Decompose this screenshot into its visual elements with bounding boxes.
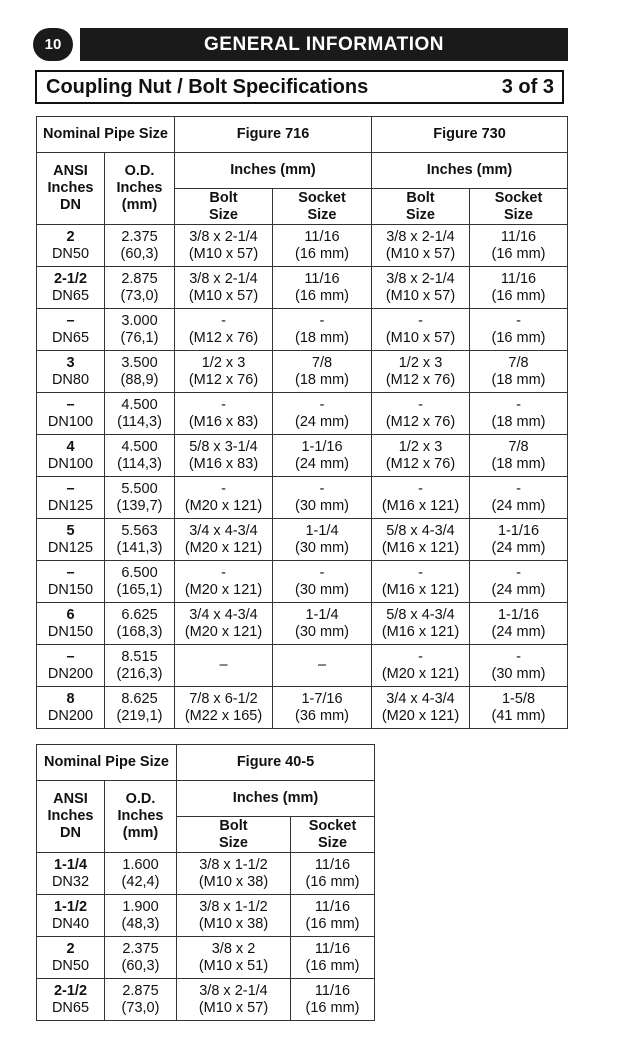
od-cell: 6.500 (165,1) — [105, 561, 175, 603]
fig716-socket-cell: – — [273, 645, 372, 687]
page-of-indicator: 3 of 3 — [501, 75, 554, 98]
fig716-bolt-cell: - (M16 x 83) — [175, 393, 273, 435]
fig716-socket-cell: - (18 mm) — [273, 309, 372, 351]
table-row — [37, 979, 375, 1021]
od-cell: 1.600 (42,4) — [105, 853, 177, 895]
fig730-bolt-cell: 5/8 x 4-3/4 (M16 x 121) — [372, 519, 470, 561]
od-cell: 2.875 (73,0) — [105, 979, 177, 1021]
table-row — [37, 351, 568, 393]
fig730-socket-cell: 1-5/8 (41 mm) — [470, 687, 568, 729]
fig730-bolt-cell: 3/8 x 2-1/4 (M10 x 57) — [372, 225, 470, 267]
fig730-bolt-cell: 1/2 x 3 (M12 x 76) — [372, 435, 470, 477]
header-ansi: ANSI Inches DN — [37, 781, 105, 853]
pipe-size-cell: 2-1/2 DN65 — [37, 267, 105, 309]
fig716-bolt-cell: 3/8 x 2-1/4 (M10 x 57) — [175, 267, 273, 309]
fig40-5-bolt-cell: 3/8 x 1-1/2 (M10 x 38) — [177, 895, 291, 937]
fig730-bolt-cell: - (M16 x 121) — [372, 477, 470, 519]
od-cell: 3.500 (88,9) — [105, 351, 175, 393]
fig730-socket-cell: 11/16 (16 mm) — [470, 267, 568, 309]
pipe-size-cell: – DN150 — [37, 561, 105, 603]
header-bolt-730: Bolt Size — [372, 189, 470, 225]
fig40-5-bolt-cell: 3/8 x 2 (M10 x 51) — [177, 937, 291, 979]
fig716-socket-cell: 1-7/16 (36 mm) — [273, 687, 372, 729]
fig730-bolt-cell: 1/2 x 3 (M12 x 76) — [372, 351, 470, 393]
fig716-socket-cell: 1-1/4 (30 mm) — [273, 603, 372, 645]
fig716-socket-cell: 7/8 (18 mm) — [273, 351, 372, 393]
fig40-5-socket-cell: 11/16 (16 mm) — [291, 979, 375, 1021]
fig730-socket-cell: 1-1/16 (24 mm) — [470, 603, 568, 645]
pipe-size-cell: – DN100 — [37, 393, 105, 435]
fig730-bolt-cell: 3/4 x 4-3/4 (M20 x 121) — [372, 687, 470, 729]
pipe-size-cell: 2 DN50 — [37, 225, 105, 267]
fig730-socket-cell: - (18 mm) — [470, 393, 568, 435]
fig40-5-bolt-cell: 3/8 x 1-1/2 (M10 x 38) — [177, 853, 291, 895]
fig716-bolt-cell: 3/8 x 2-1/4 (M10 x 57) — [175, 225, 273, 267]
table-row — [37, 225, 568, 267]
spec-table-40-5 — [36, 744, 375, 1021]
table-row — [37, 937, 375, 979]
fig730-socket-cell: - (24 mm) — [470, 561, 568, 603]
pipe-size-cell: – DN65 — [37, 309, 105, 351]
fig716-socket-cell: - (30 mm) — [273, 477, 372, 519]
fig730-bolt-cell: - (M10 x 57) — [372, 309, 470, 351]
od-cell: 4.500 (114,3) — [105, 435, 175, 477]
fig730-socket-cell: 11/16 (16 mm) — [470, 225, 568, 267]
table-row — [37, 519, 568, 561]
table-row — [37, 603, 568, 645]
header-figure-40-5: Figure 40-5 — [177, 745, 375, 781]
header-figure-730: Figure 730 — [372, 117, 568, 153]
page-number: 10 — [33, 28, 73, 61]
fig716-bolt-cell: 3/4 x 4-3/4 (M20 x 121) — [175, 603, 273, 645]
fig716-bolt-cell: - (M12 x 76) — [175, 309, 273, 351]
od-cell: 5.563 (141,3) — [105, 519, 175, 561]
fig730-socket-cell: 7/8 (18 mm) — [470, 351, 568, 393]
table-row — [37, 309, 568, 351]
header-bolt-40-5: Bolt Size — [177, 817, 291, 853]
header-od: O.D. Inches (mm) — [105, 153, 175, 225]
fig716-socket-cell: 11/16 (16 mm) — [273, 225, 372, 267]
fig730-bolt-cell: - (M16 x 121) — [372, 561, 470, 603]
header-socket-716: Socket Size — [273, 189, 372, 225]
header-units-730: Inches (mm) — [372, 153, 568, 189]
pipe-size-cell: 2 DN50 — [37, 937, 105, 979]
fig730-socket-cell: 1-1/16 (24 mm) — [470, 519, 568, 561]
pipe-size-cell: 3 DN80 — [37, 351, 105, 393]
fig716-socket-cell: 1-1/4 (30 mm) — [273, 519, 372, 561]
table-row — [37, 477, 568, 519]
fig730-bolt-cell: - (M20 x 121) — [372, 645, 470, 687]
pipe-size-cell: 8 DN200 — [37, 687, 105, 729]
header-units-40-5: Inches (mm) — [177, 781, 375, 817]
fig730-bolt-cell: - (M12 x 76) — [372, 393, 470, 435]
fig40-5-socket-cell: 11/16 (16 mm) — [291, 853, 375, 895]
pipe-size-cell: 6 DN150 — [37, 603, 105, 645]
table-row — [37, 267, 568, 309]
table-row — [37, 687, 568, 729]
fig716-bolt-cell: 1/2 x 3 (M12 x 76) — [175, 351, 273, 393]
od-cell: 6.625 (168,3) — [105, 603, 175, 645]
header-figure-716: Figure 716 — [175, 117, 372, 153]
fig730-bolt-cell: 3/8 x 2-1/4 (M10 x 57) — [372, 267, 470, 309]
fig730-socket-cell: - (16 mm) — [470, 309, 568, 351]
od-cell: 8.625 (219,1) — [105, 687, 175, 729]
pipe-size-cell: 1-1/4 DN32 — [37, 853, 105, 895]
table-row — [37, 895, 375, 937]
fig730-socket-cell: 7/8 (18 mm) — [470, 435, 568, 477]
fig716-bolt-cell: 5/8 x 3-1/4 (M16 x 83) — [175, 435, 273, 477]
title-box — [35, 70, 564, 104]
header-bolt-716: Bolt Size — [175, 189, 273, 225]
fig716-bolt-cell: 7/8 x 6-1/2 (M22 x 165) — [175, 687, 273, 729]
fig730-socket-cell: - (24 mm) — [470, 477, 568, 519]
fig40-5-socket-cell: 11/16 (16 mm) — [291, 937, 375, 979]
od-cell: 1.900 (48,3) — [105, 895, 177, 937]
header-nominal: Nominal Pipe Size — [37, 117, 175, 153]
fig716-socket-cell: - (30 mm) — [273, 561, 372, 603]
pipe-size-cell: 1-1/2 DN40 — [37, 895, 105, 937]
pipe-size-cell: 4 DN100 — [37, 435, 105, 477]
page-title: Coupling Nut / Bolt Specifications — [46, 75, 369, 98]
fig716-socket-cell: 11/16 (16 mm) — [273, 267, 372, 309]
od-cell: 5.500 (139,7) — [105, 477, 175, 519]
od-cell: 2.875 (73,0) — [105, 267, 175, 309]
header-units-716: Inches (mm) — [175, 153, 372, 189]
fig716-bolt-cell: 3/4 x 4-3/4 (M20 x 121) — [175, 519, 273, 561]
od-cell: 3.000 (76,1) — [105, 309, 175, 351]
fig730-socket-cell: - (30 mm) — [470, 645, 568, 687]
fig40-5-bolt-cell: 3/8 x 2-1/4 (M10 x 57) — [177, 979, 291, 1021]
od-cell: 8.515 (216,3) — [105, 645, 175, 687]
pipe-size-cell: 5 DN125 — [37, 519, 105, 561]
pipe-size-cell: 2-1/2 DN65 — [37, 979, 105, 1021]
fig730-bolt-cell: 5/8 x 4-3/4 (M16 x 121) — [372, 603, 470, 645]
od-cell: 4.500 (114,3) — [105, 393, 175, 435]
table-row — [37, 435, 568, 477]
header-nominal: Nominal Pipe Size — [37, 745, 177, 781]
od-cell: 2.375 (60,3) — [105, 225, 175, 267]
fig716-socket-cell: - (24 mm) — [273, 393, 372, 435]
table-row — [37, 561, 568, 603]
section-header: GENERAL INFORMATION — [80, 28, 568, 61]
fig716-bolt-cell: – — [175, 645, 273, 687]
spec-table-716-730 — [36, 116, 568, 729]
header-socket-730: Socket Size — [470, 189, 568, 225]
fig40-5-socket-cell: 11/16 (16 mm) — [291, 895, 375, 937]
fig716-bolt-cell: - (M20 x 121) — [175, 477, 273, 519]
table-row — [37, 853, 375, 895]
pipe-size-cell: – DN200 — [37, 645, 105, 687]
fig716-socket-cell: 1-1/16 (24 mm) — [273, 435, 372, 477]
pipe-size-cell: – DN125 — [37, 477, 105, 519]
header-ansi: ANSI Inches DN — [37, 153, 105, 225]
table-row — [37, 645, 568, 687]
table-row — [37, 393, 568, 435]
fig716-bolt-cell: - (M20 x 121) — [175, 561, 273, 603]
header-socket-40-5: Socket Size — [291, 817, 375, 853]
header-od: O.D. Inches (mm) — [105, 781, 177, 853]
od-cell: 2.375 (60,3) — [105, 937, 177, 979]
